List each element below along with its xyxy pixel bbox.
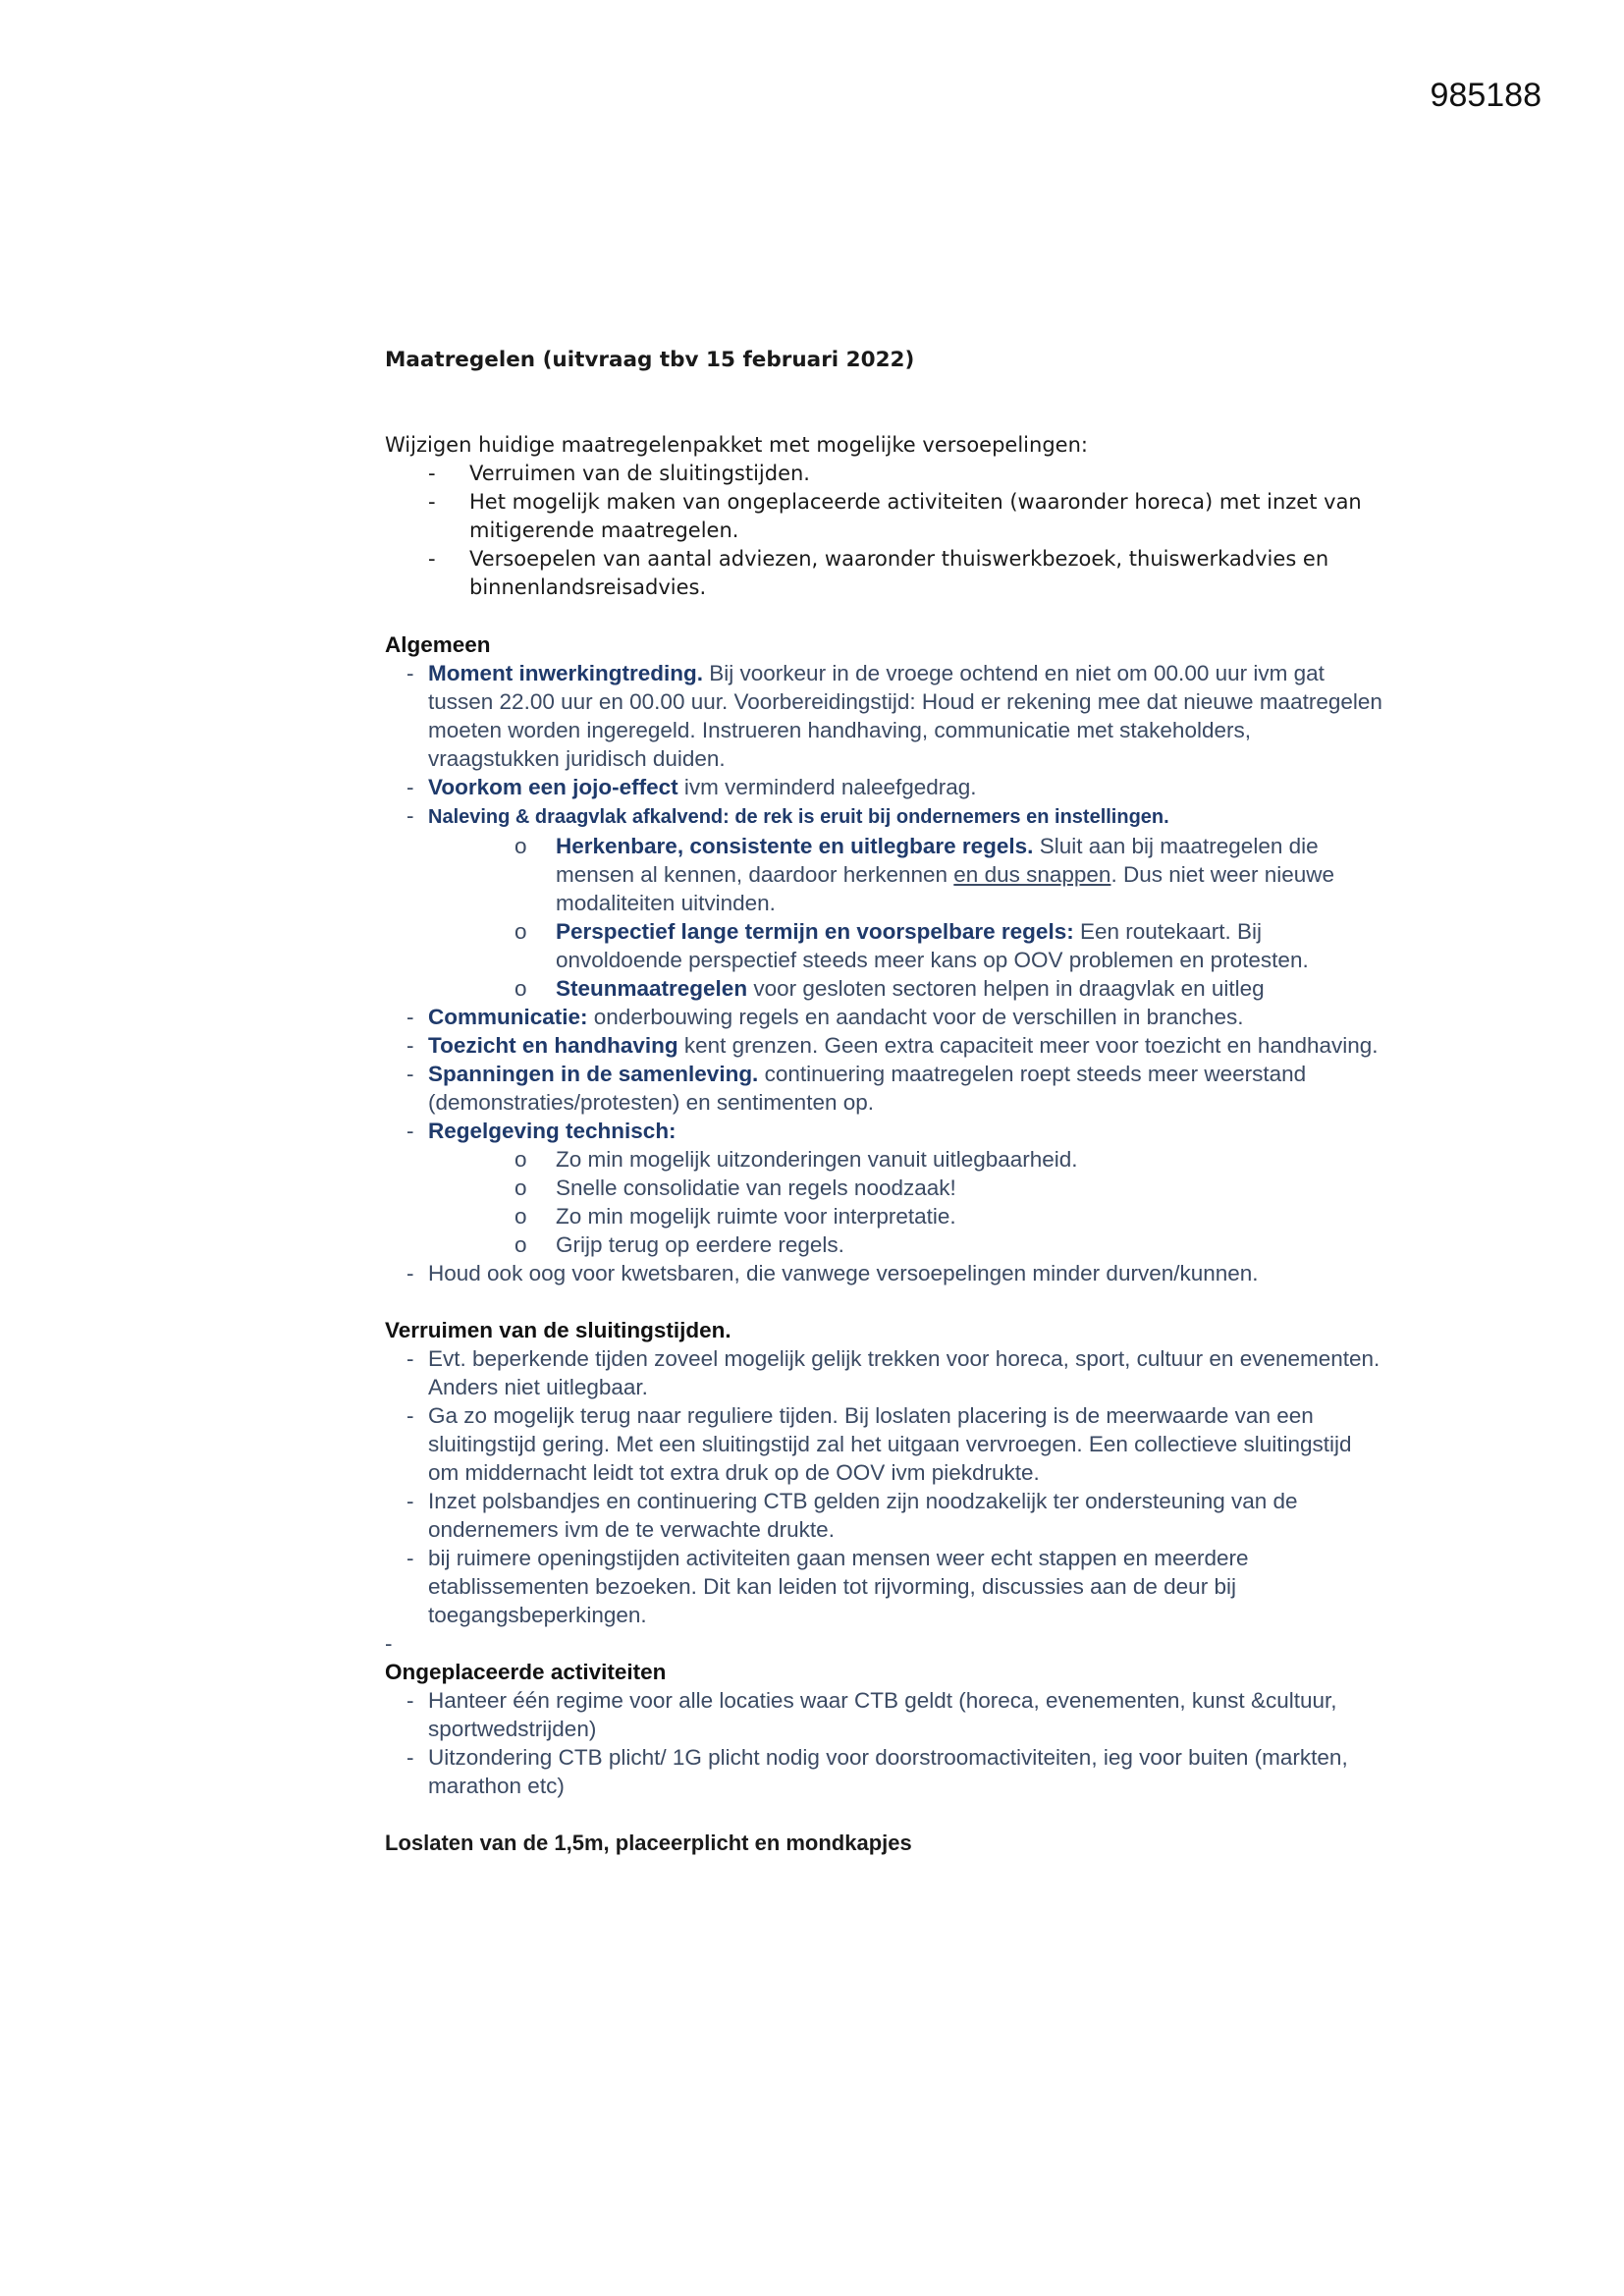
sub-item	[556, 974, 1386, 1003]
item-text: . Dus niet weer nieuwe modaliteiten uitvinden.	[556, 862, 1335, 915]
list-item	[385, 659, 1386, 773]
sub-list	[428, 1145, 1386, 1259]
item-label: Herkenbare, consistente en uitlegbare regels.	[556, 834, 1034, 858]
list-item	[385, 1060, 1386, 1117]
intro-list	[385, 460, 1386, 602]
verruimen-list	[385, 1344, 1386, 1629]
list-item: - Uitzondering CTB plicht/ 1G plicht nodig voor doorstroomactiviteiten, ieg voor buiten (markten, marathon etc)	[385, 1743, 1386, 1800]
list-item: - Hanteer één regime voor alle locaties waar CTB geldt (horeca, evenementen, kunst &cultuur, sportwedstrijden)	[385, 1686, 1386, 1743]
list-item: - Het mogelijk maken van ongeplaceerde activiteiten (waaronder horeca) met inzet van mitigerende maatregelen.	[469, 488, 1386, 545]
sub-item: o Grijp terug op eerdere regels.	[556, 1230, 1386, 1259]
item-text: Een routekaart. Bij onvoldoende perspectief steeds meer kans op OOV problemen en protesten.	[556, 919, 1309, 972]
sub-item: o Zo min mogelijk uitzonderingen vanuit uitlegbaarheid.	[556, 1145, 1386, 1174]
section-ongeplaceerde	[385, 1658, 1386, 1800]
sub-item	[556, 917, 1386, 974]
section-algemeen	[385, 630, 1386, 1287]
list-item	[385, 773, 1386, 801]
sub-item: o Snelle consolidatie van regels noodzaak!	[556, 1174, 1386, 1202]
list-item	[385, 1031, 1386, 1060]
sub-list	[428, 832, 1386, 1003]
trailing-dash: -	[385, 1631, 393, 1656]
item-label: Spanningen in de samenleving.	[428, 1062, 759, 1086]
sub-item	[556, 832, 1386, 917]
item-text: voor gesloten sectoren helpen in draagvlak en uitleg	[747, 976, 1265, 1001]
section-heading: Verruimen van de sluitingstijden.	[385, 1318, 731, 1342]
item-text: onderbouwing regels en aandacht voor de verschillen in branches.	[587, 1005, 1244, 1029]
item-label: Communicatie:	[428, 1005, 588, 1029]
list-item	[385, 1003, 1386, 1031]
intro-lead: Wijzigen huidige maatregelenpakket met mogelijke versoepelingen:	[385, 433, 1088, 457]
list-item: - Versoepelen van aantal adviezen, waaronder thuiswerkbezoek, thuiswerkadvies en binnenlandsreisadvies.	[469, 545, 1386, 602]
item-label: Perspectief lange termijn en voorspelbare regels:	[556, 919, 1074, 944]
underlined-text: en dus snappen	[953, 862, 1111, 887]
item-text: Bij voorkeur in de vroege ochtend en niet om 00.00 uur ivm gat tussen 22.00 uur en 00.00 uur. Voorbereidingstijd: Houd er rekening mee dat nieuwe maatregelen moeten worden ingeregeld. Instrueren handhaving, communicatie met stakeholders, vraagstukken juridisch duiden.	[428, 661, 1382, 771]
section-heading: Algemeen	[385, 632, 491, 657]
item-text: kent grenzen. Geen extra capaciteit meer voor toezicht en handhaving.	[677, 1033, 1379, 1058]
intro-section	[385, 431, 1386, 602]
list-item: - Evt. beperkende tijden zoveel mogelijk gelijk trekken voor horeca, sport, cultuur en evenementen. Anders niet uitlegbaar.	[385, 1344, 1386, 1401]
item-label: Toezicht en handhaving	[428, 1033, 678, 1058]
list-item: - Verruimen van de sluitingstijden.	[469, 460, 1386, 488]
item-label: Moment inwerkingtreding.	[428, 661, 704, 685]
document-id: 985188	[1430, 77, 1542, 114]
sub-item: o Zo min mogelijk ruimte voor interpretatie.	[556, 1202, 1386, 1230]
section-heading-loslaten: Loslaten van de 1,5m, placeerplicht en mondkapjes	[385, 1831, 912, 1855]
section-heading: Ongeplaceerde activiteiten	[385, 1660, 667, 1684]
list-item: - bij ruimere openingstijden activiteiten gaan mensen weer echt stappen en meerdere etablissementen bezoeken. Dit kan leiden tot rijvorming, discussies aan de deur bij toegangsbeperkingen.	[385, 1544, 1386, 1629]
item-text: Sluit aan bij maatregelen die mensen al kennen, daardoor herkennen	[556, 834, 1319, 887]
algemeen-list	[385, 659, 1386, 1287]
item-label: Naleving & draagvlak afkalvend: de rek is eruit bij ondernemers en instellingen.	[428, 806, 1169, 828]
item-label: Regelgeving technisch:	[428, 1119, 677, 1143]
list-item	[385, 801, 1386, 1003]
document-title: Maatregelen (uitvraag tbv 15 februari 2022)	[385, 348, 915, 372]
list-item: - Houd ook oog voor kwetsbaren, die vanwege versoepelingen minder durven/kunnen.	[385, 1259, 1386, 1287]
section-verruimen	[385, 1316, 1386, 1658]
item-text: ivm verminderd naleefgedrag.	[677, 775, 977, 799]
item-label: Steunmaatregelen	[556, 976, 748, 1001]
list-item: - Ga zo mogelijk terug naar reguliere tijden. Bij loslaten placering is de meerwaarde van een sluitingstijd gering. Met een sluitingstijd zal het uitgaan vervroegen. Een collectieve sluitingstijd om middernacht leidt tot extra druk op de OOV ivm piekdrukte.	[385, 1401, 1386, 1487]
item-text: continuering maatregelen roept steeds meer weerstand (demonstraties/protesten) en sentimenten op.	[428, 1062, 1307, 1115]
document-body	[385, 346, 1386, 1857]
list-item: - Inzet polsbandjes en continuering CTB gelden zijn noodzakelijk ter ondersteuning van de ondernemers ivm de te verwachte drukte.	[385, 1487, 1386, 1544]
item-label: Voorkom een jojo-effect	[428, 775, 678, 799]
ongeplaceerde-list	[385, 1686, 1386, 1800]
list-item	[385, 1117, 1386, 1259]
